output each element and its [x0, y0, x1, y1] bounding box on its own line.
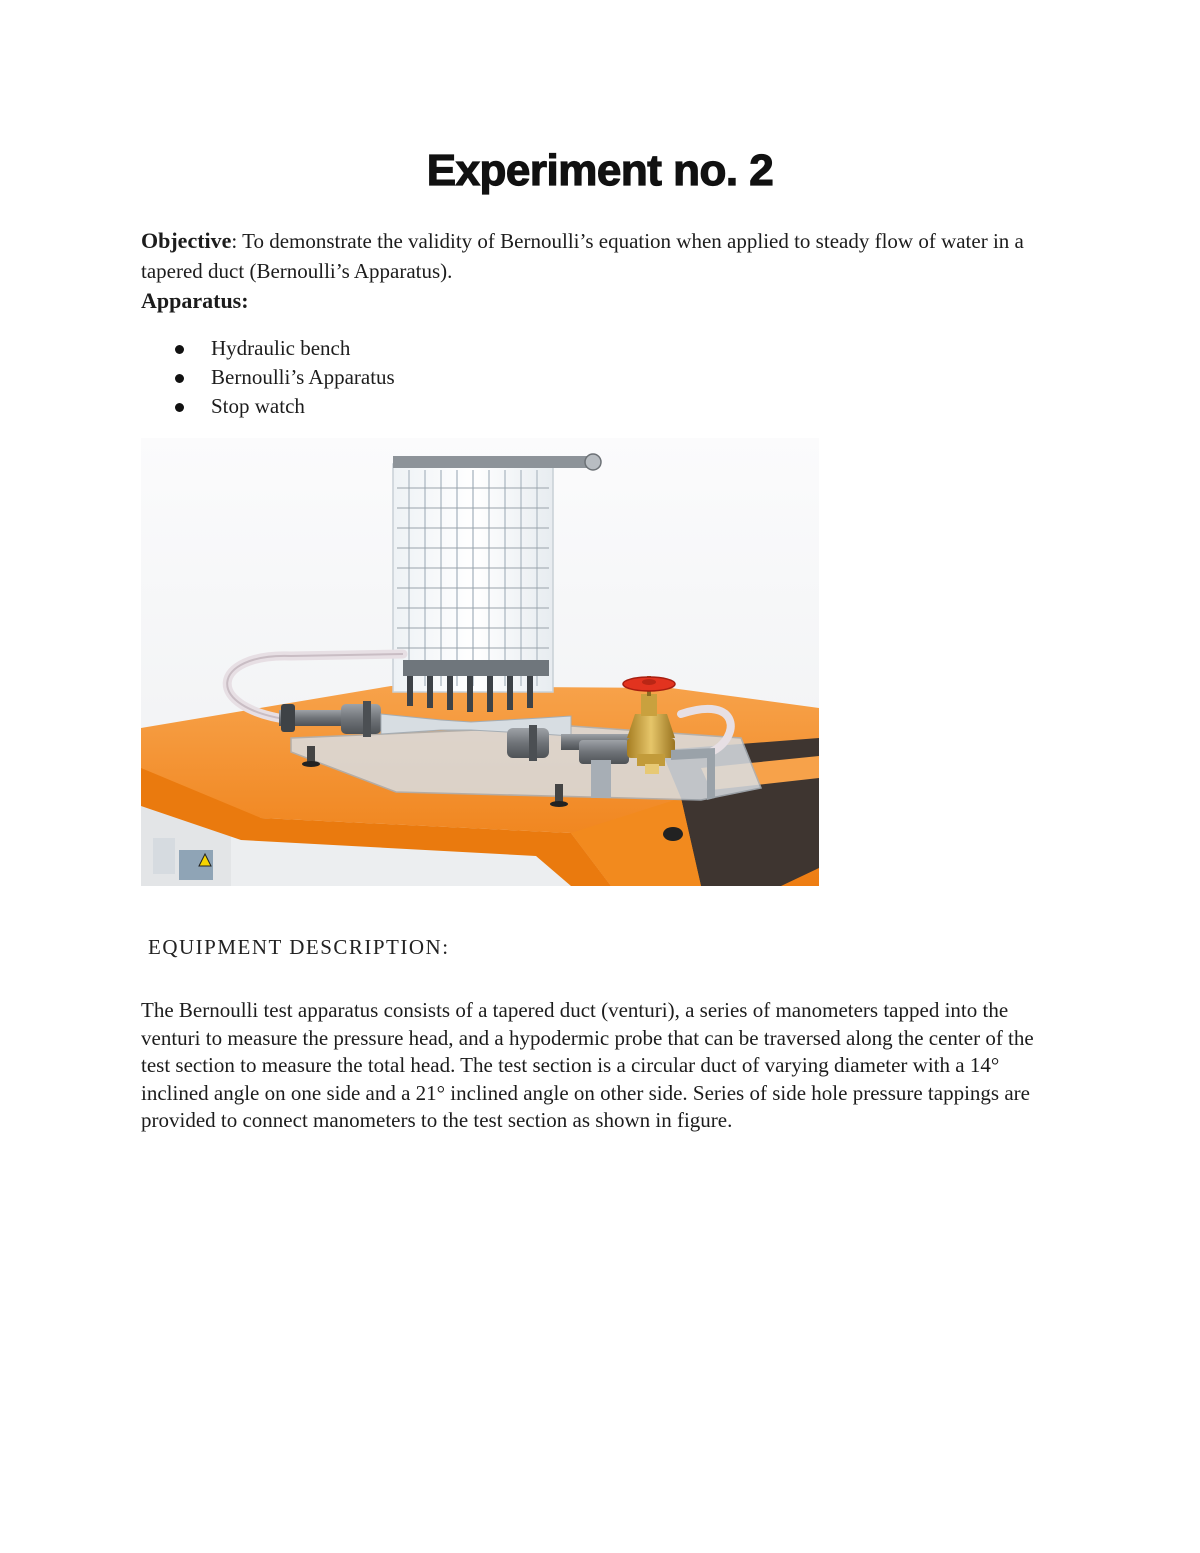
bullet-icon: [175, 345, 184, 354]
bullet-icon: [175, 403, 184, 412]
page-title: Experiment no. 2: [426, 146, 774, 195]
objective-text: : To demonstrate the validity of Bernoulli’s equation when applied to steady flow of water in a tapered duct (Bernoulli’s Apparatus).: [141, 229, 1024, 283]
apparatus-illustration: [141, 438, 819, 886]
bullet-icon: [175, 374, 184, 383]
apparatus-list: [141, 334, 395, 421]
list-item-label: Bernoulli’s Apparatus: [211, 365, 395, 389]
list-item: [141, 363, 395, 392]
list-item-label: Stop watch: [211, 394, 305, 418]
apparatus-heading: Apparatus:: [141, 288, 249, 313]
apparatus-photo: [141, 438, 819, 886]
objective-label: Objective: [141, 228, 232, 253]
objective-paragraph: [141, 226, 1071, 286]
equipment-description-text: The Bernoulli test apparatus consists of a tapered duct (venturi), a series of manometers tapped into the venturi to measure the pressure head, and a hypodermic probe that can be traversed along the center of the test section to measure the total head. The test section is a circular duct of varying diameter with a 14° inclined angle on one side and a 21° inclined angle on other side. Series of side hole pressure tappings are provided to connect manometers to the test section as shown in figure.: [141, 998, 1034, 1132]
list-item: [141, 392, 395, 421]
equipment-description-heading: EQUIPMENT DESCRIPTION:: [148, 935, 450, 959]
list-item: [141, 334, 395, 363]
list-item-label: Hydraulic bench: [211, 336, 351, 360]
